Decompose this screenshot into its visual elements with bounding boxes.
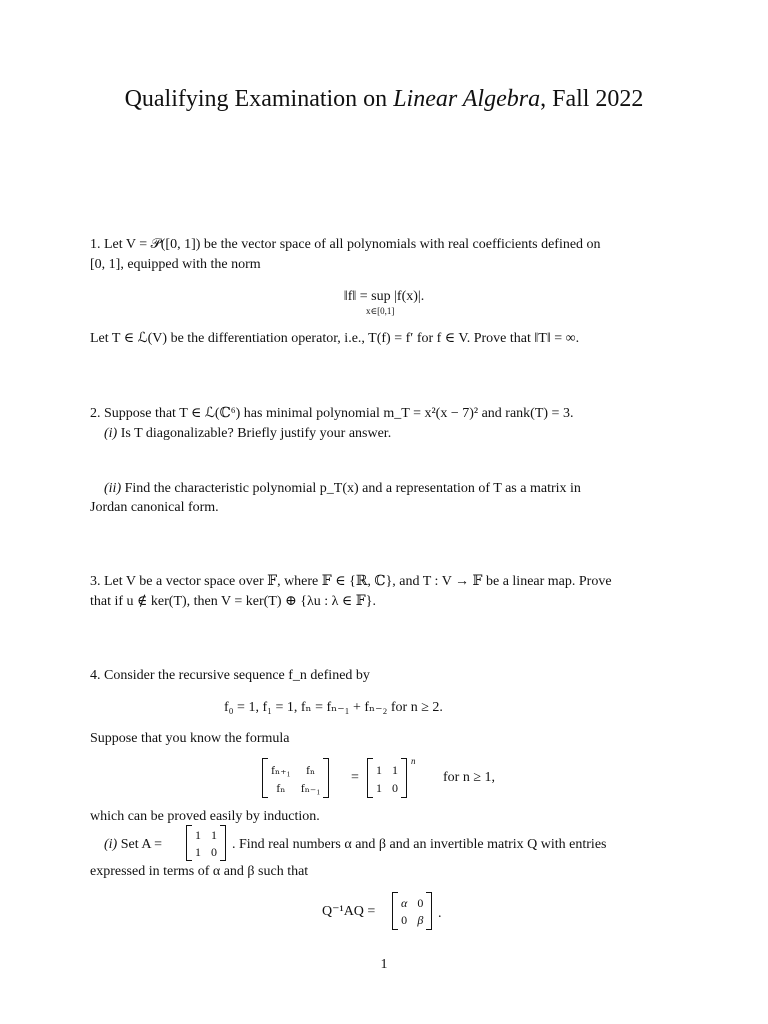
matrix-cell: fₙ xyxy=(305,763,316,777)
matrix-cell: 0 xyxy=(211,844,217,859)
q4-diag-end: . xyxy=(438,906,442,921)
matrix-cell: 0 xyxy=(401,913,408,927)
q2-part-ii-text: Find the characteristic polynomial p_T(x) and a representation of T as a matrix in xyxy=(121,481,581,496)
q4-matrix-lhs xyxy=(262,758,329,798)
q1-line2: [0, 1], equipped with the norm xyxy=(90,257,261,272)
q3-line2: that if u ∉ ker(T), then V = ker(T) ⊕ {λu : λ ∈ 𝔽}. xyxy=(90,594,376,609)
q2-part-i xyxy=(104,425,391,443)
matrix-cell: 1 xyxy=(211,828,217,842)
q2-line1: 2. Suppose that T ∈ ℒ(ℂ⁶) has minimal polynomial m_T = x²(x − 7)² and rank(T) = 3. xyxy=(90,406,574,421)
q1-line1: 1. Let V = 𝒫([0, 1]) be the vector space of all polynomials with real coefficients defined on xyxy=(90,237,601,252)
q4-part-i-set xyxy=(104,836,162,854)
q4-part-i-rest: . Find real numbers α and β and an invertible matrix Q with entries xyxy=(232,837,607,852)
matrix-cell: β xyxy=(417,913,424,927)
matrix-cell: fₙ xyxy=(276,780,286,795)
q4-equals: = xyxy=(351,770,359,785)
matrix-cell: 0 xyxy=(417,896,424,910)
q4-matrix-rhs xyxy=(367,758,407,798)
q3-line1: 3. Let V be a vector space over 𝔽, where 𝔽 ∈ {ℝ, ℂ}, and T : V → 𝔽 be a linear map. Prove xyxy=(90,574,612,589)
q2-part-ii xyxy=(104,480,581,498)
matrix-cell: 1 xyxy=(195,828,201,842)
q4-matrix-A xyxy=(186,825,226,861)
q4-line4: expressed in terms of α and β such that xyxy=(90,864,309,879)
q2-part-i-label: (i) xyxy=(104,426,118,441)
q4-line1: 4. Consider the recursive sequence f_n defined by xyxy=(90,668,370,683)
title-emphasis: Linear Algebra xyxy=(393,86,541,112)
matrix-cell: fₙ₋₁ xyxy=(300,780,321,795)
matrix-cell: α xyxy=(401,896,408,910)
matrix-cell: 0 xyxy=(392,780,398,795)
q2-part-ii-line2: Jordan canonical form. xyxy=(90,500,219,515)
q4-line3: which can be proved easily by induction. xyxy=(90,809,320,824)
q4-recursion: f₀ = 1, f₁ = 1, fₙ = fₙ₋₁ + fₙ₋₂ for n ≥ 2. xyxy=(224,700,443,715)
page-title xyxy=(0,84,768,114)
q2-part-i-text: Is T diagonalizable? Briefly justify your answer. xyxy=(117,426,392,441)
matrix-cell: 1 xyxy=(392,763,398,777)
q2-part-ii-label: (ii) xyxy=(104,481,122,496)
q1-line3: Let T ∈ ℒ(V) be the differentiation operator, i.e., T(f) = f′ for f ∈ V. Prove that ‖T‖ = ∞. xyxy=(90,331,580,346)
q4-part-i-set-text: Set A = xyxy=(117,837,163,852)
matrix-cell: 1 xyxy=(195,844,201,859)
q4-for-n: for n ≥ 1, xyxy=(443,770,496,785)
q4-diag-matrix xyxy=(392,892,432,930)
q4-line2: Suppose that you know the formula xyxy=(90,731,290,746)
q4-exponent: n xyxy=(411,756,416,766)
matrix-cell: 1 xyxy=(376,780,382,795)
q1-norm-subscript: x∈[0,1] xyxy=(366,306,395,316)
page-number: 1 xyxy=(380,957,388,972)
q4-diag-lhs: Q⁻¹AQ = xyxy=(322,904,376,919)
title-prefix: Qualifying Examination on xyxy=(124,86,394,112)
q1-norm-formula: ‖f‖ = sup |f(x)|. xyxy=(343,289,425,304)
title-suffix: , Fall 2022 xyxy=(540,86,644,112)
matrix-cell: fₙ₊₁ xyxy=(271,763,291,777)
matrix-cell: 1 xyxy=(376,763,382,777)
q4-part-i-label: (i) xyxy=(104,837,118,852)
